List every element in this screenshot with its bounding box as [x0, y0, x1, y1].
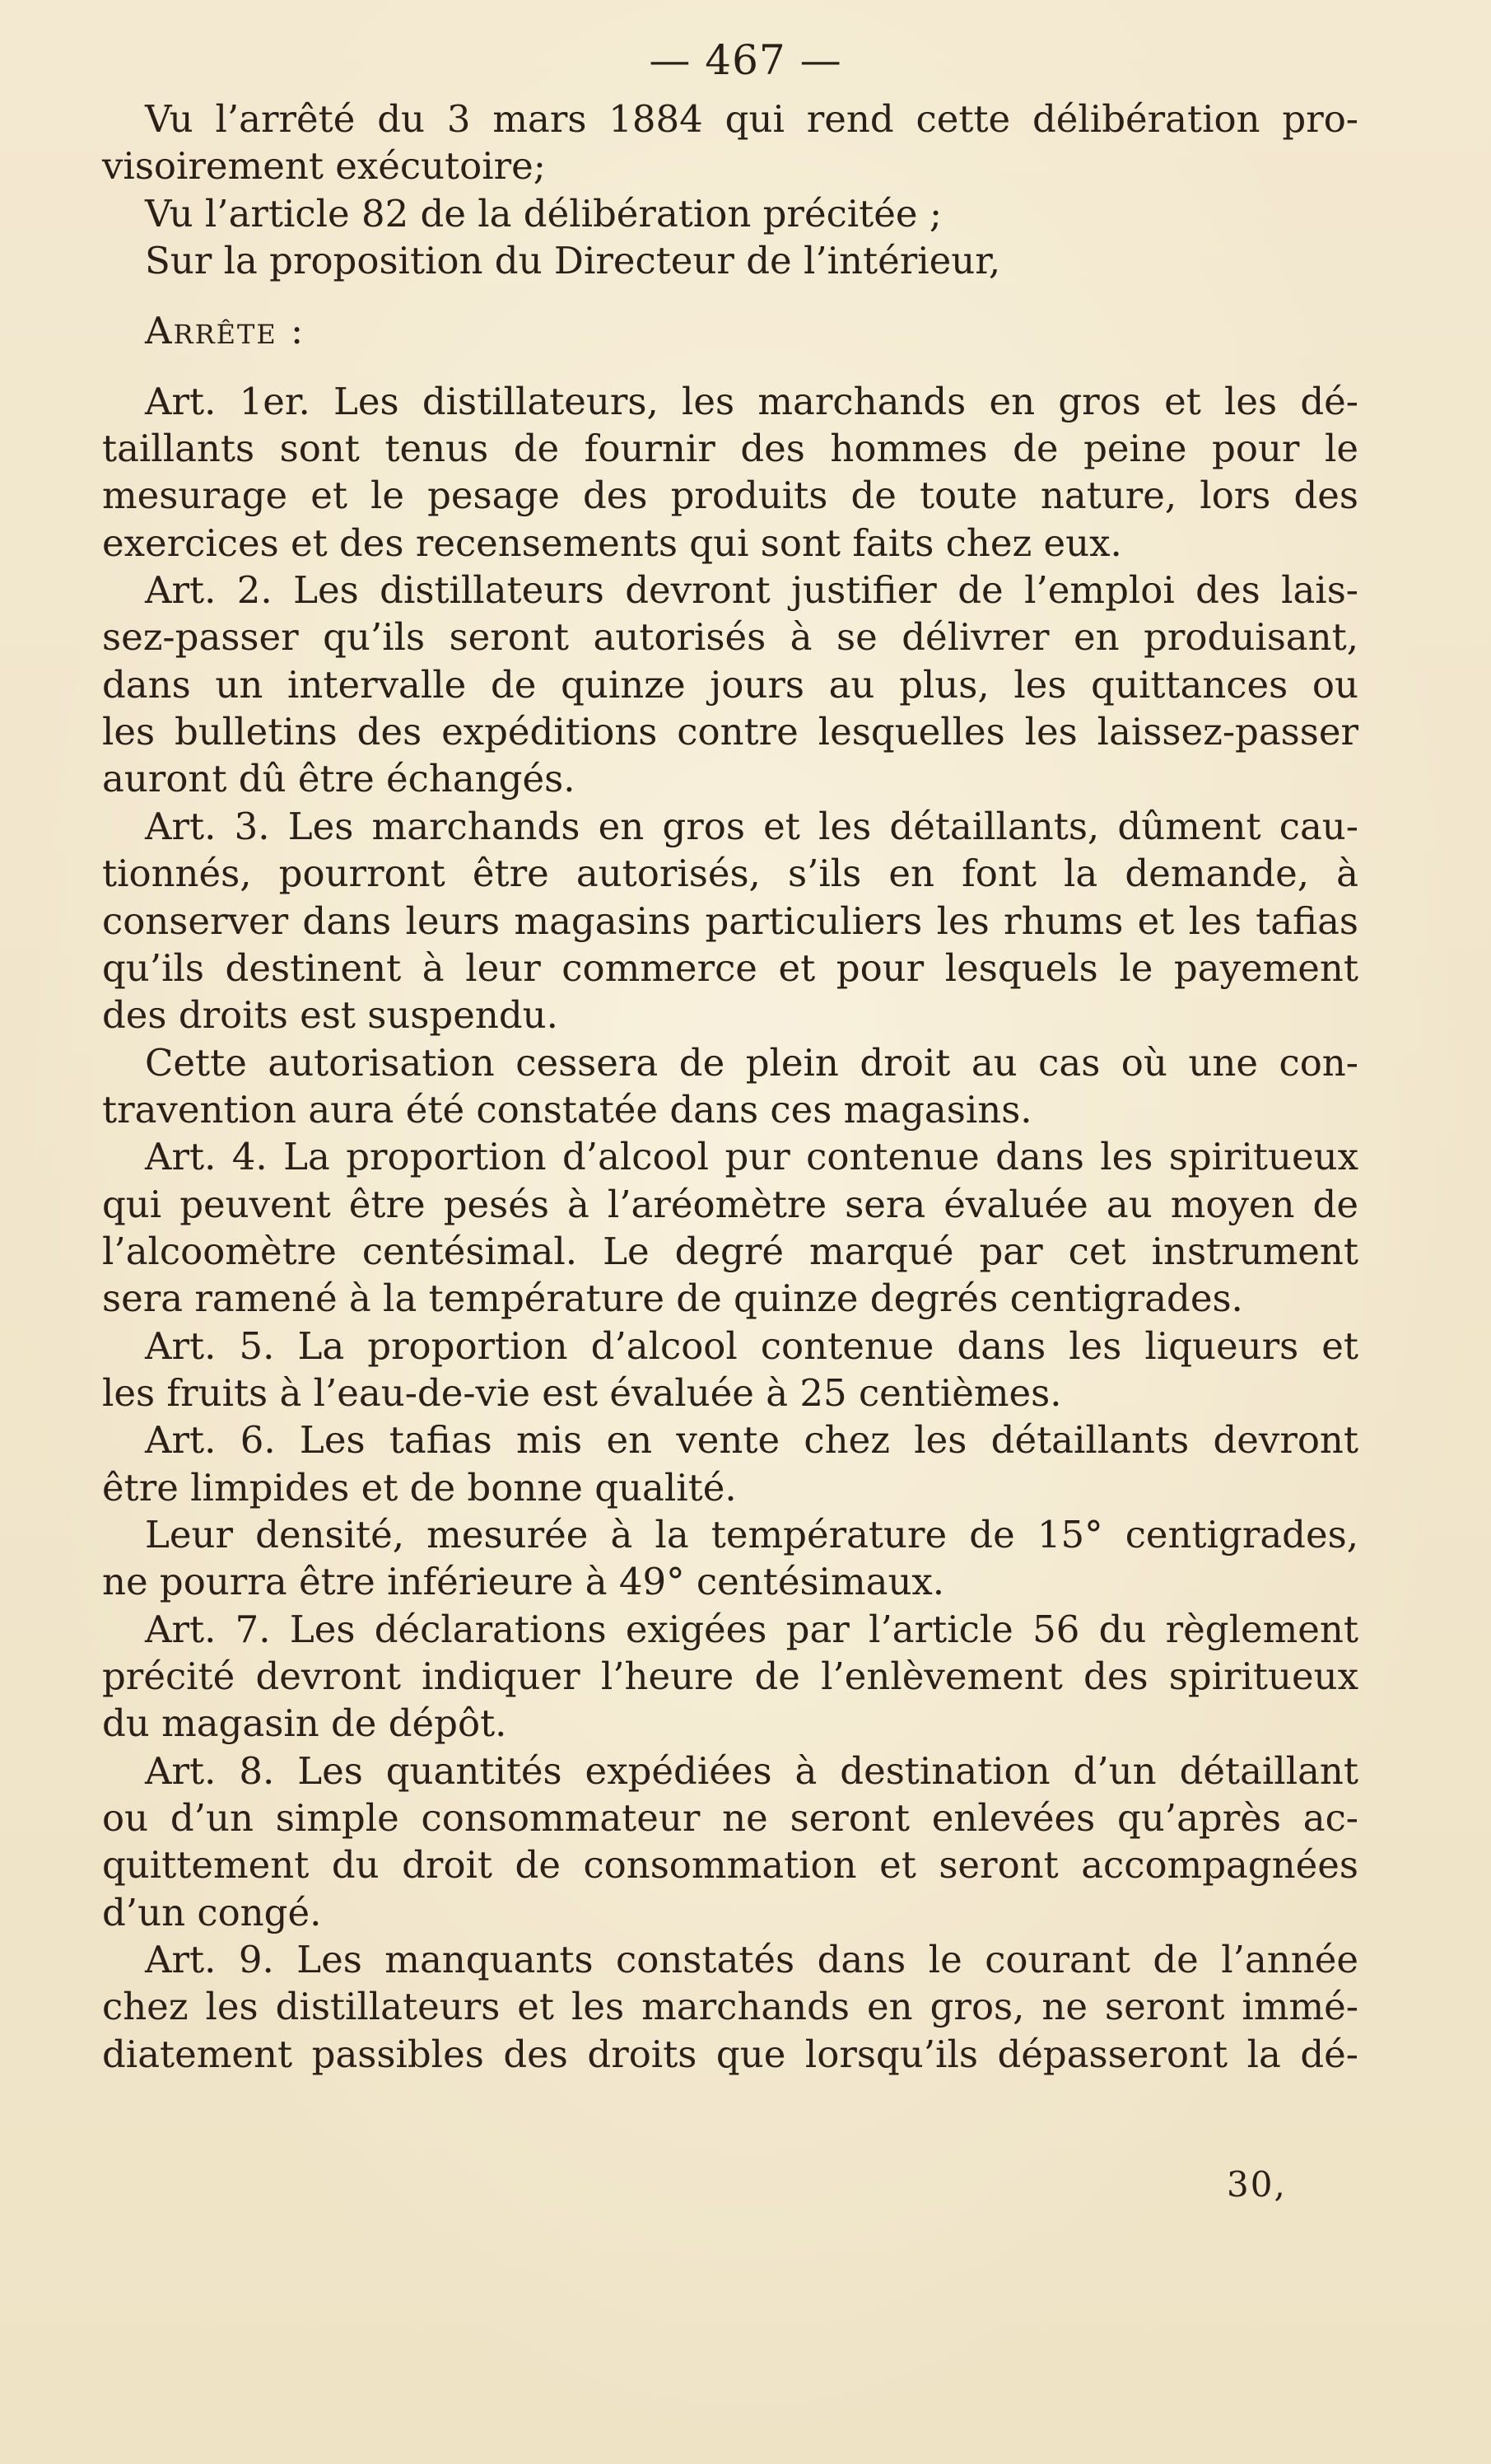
text-line: sez-passer qu’ils seront autorisés à se délivrer en produisant,	[102, 615, 1358, 660]
text-line: l’alcoomètre centésimal. Le degré marqué par cet instrument	[102, 1229, 1358, 1273]
text-line: visoirement exécutoire;	[102, 144, 546, 189]
text-line: conserver dans leurs magasins particuliers les rhums et les tafias	[102, 898, 1358, 943]
text-line: Cette autorisation cessera de plein droit au cas où une con-	[145, 1040, 1358, 1085]
text-line: Vu l’article 82 de la délibération précitée ;	[145, 191, 942, 236]
text-line: Art. 6. Les tafias mis en vente chez les détaillants devront	[145, 1418, 1358, 1463]
text-line: Art. 7. Les déclarations exigées par l’article 56 du règlement	[145, 1607, 1358, 1651]
text-line: Art. 1er. Les distillateurs, les marchands en gros et les dé-	[145, 379, 1358, 423]
text-line: Vu l’arrêté du 3 mars 1884 qui rend cette délibération pro-	[145, 97, 1358, 141]
text-line: Sur la proposition du Directeur de l’intérieur,	[145, 239, 1001, 283]
paragraph-gap	[102, 284, 1358, 307]
text-line: travention aura été constatée dans ces magasins.	[102, 1087, 1032, 1132]
text-line: des droits est suspendu.	[102, 993, 558, 1038]
text-line: Art. 8. Les quantités expédiées à destination d’un détaillant	[145, 1748, 1358, 1793]
text-line: qui peuvent être pesés à l’aréomètre sera évaluée au moyen de	[102, 1182, 1358, 1226]
text-line: les bulletins des expéditions contre lesquelles les laissez-passer	[102, 710, 1358, 754]
text-line: chez les distillateurs et les marchands en gros, ne seront immé-	[102, 1985, 1358, 2029]
text-line: précité devront indiquer l’heure de l’enlèvement des spiritueux	[102, 1654, 1358, 1698]
text-line: ne pourra être inférieure à 49° centésimaux.	[102, 1560, 945, 1604]
text-line: diatement passibles des droits que lorsqu’ils dépasseront la dé-	[102, 2032, 1358, 2076]
body-text	[102, 96, 1358, 2078]
text-line: dans un intervalle de quinze jours au plus, les quittances ou	[102, 662, 1358, 707]
text-line: sera ramené à la température de quinze degrés centigrades.	[102, 1276, 1243, 1321]
text-line: Leur densité, mesurée à la température de 15° centigrades,	[145, 1512, 1358, 1556]
text-line: d’un congé.	[102, 1890, 322, 1934]
text-line: qu’ils destinent à leur commerce et pour lesquels le payement	[102, 945, 1358, 990]
text-line: mesurage et le pesage des produits de toute nature, lors des	[102, 474, 1358, 518]
page-number: — 467 —	[649, 36, 842, 84]
text-line: Art. 5. La proportion d’alcool contenue dans les liqueurs et	[145, 1323, 1358, 1368]
text-line: taillants sont tenus de fournir des hommes de peine pour le	[102, 427, 1358, 471]
text-line: être limpides et de bonne qualité.	[102, 1465, 737, 1510]
text-line: Art. 9. Les manquants constatés dans le courant de l’année	[145, 1938, 1358, 1982]
text-line: les fruits à l’eau-de-vie est évaluée à 25 centièmes.	[102, 1370, 1062, 1415]
text-line: Art. 2. Les distillateurs devront justifier de l’emploi des lais-	[145, 568, 1358, 613]
text-line: Art. 3. Les marchands en gros et les détaillants, dûment cau-	[145, 804, 1358, 848]
text-line: Arrête :	[145, 309, 305, 353]
text-line: quittement du droit de consommation et seront accompagnées	[102, 1843, 1358, 1888]
paragraph-gap	[102, 355, 1358, 378]
signature-mark: 30,	[1227, 2164, 1287, 2205]
text-line: ou d’un simple consommateur ne seront enlevées qu’après ac-	[102, 1796, 1358, 1841]
text-line: Art. 4. La proportion d’alcool pur contenue dans les spiritueux	[145, 1135, 1358, 1179]
text-line: exercices et des recensements qui sont faits chez eux.	[102, 520, 1122, 565]
text-line: auront dû être échangés.	[102, 757, 575, 801]
text-line: tionnés, pourront être autorisés, s’ils en font la demande, à	[102, 852, 1358, 896]
text-line: du magasin de dépôt.	[102, 1701, 507, 1746]
